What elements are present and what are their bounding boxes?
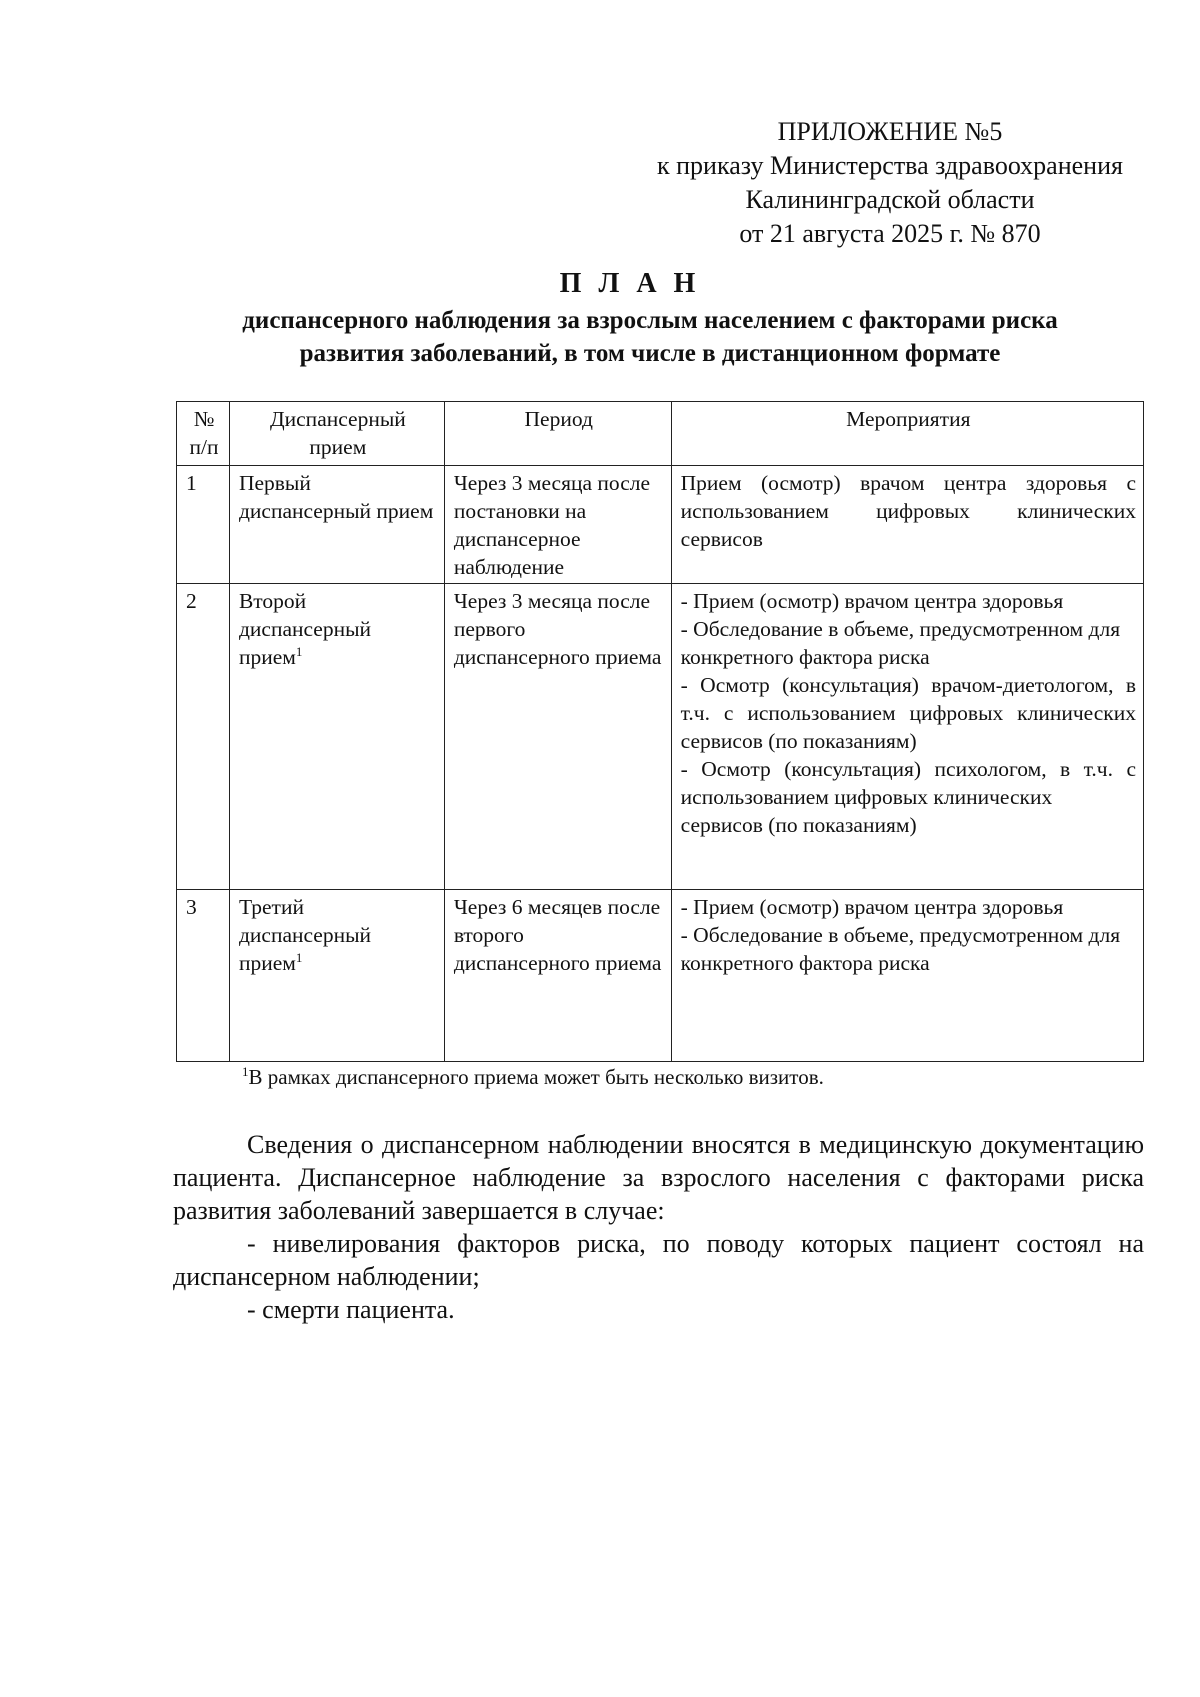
reception-text: Второй диспансерный прием [238, 589, 372, 669]
table-row [177, 584, 1144, 890]
header-period: Период [444, 402, 671, 466]
row-number: 3 [177, 890, 230, 1062]
activity-item: - Обследование в объеме, предусмотренном для конкретного фактора риска [680, 923, 1121, 975]
appendix-order-line: к приказу Министерства здравоохранения [657, 151, 1123, 180]
footnote-mark: 1 [295, 643, 303, 659]
document-subtitle [170, 304, 1130, 370]
row-reception [229, 890, 444, 1062]
body-paragraph: - смерти пациента. [247, 1295, 455, 1324]
activity-item: Прием (осмотр) врачом центра здоровья с использованием цифровых клинических сервисов [680, 471, 1136, 551]
row-activities [671, 584, 1143, 890]
footnote-mark: 1 [295, 949, 303, 965]
row-period: Через 6 месяцев после второго диспансерного приема [444, 890, 671, 1062]
activity-item: - Обследование в объеме, предусмотренном для конкретного фактора риска [680, 617, 1121, 669]
footnote-mark: 1 [242, 1064, 249, 1079]
appendix-region: Калининградской области [745, 185, 1035, 214]
header-activities: Мероприятия [671, 402, 1143, 466]
reception-text: Третий диспансерный прием [238, 895, 372, 975]
row-period: Через 3 месяца после постановки на диспансерное наблюдение [444, 466, 671, 584]
activity-item: сервисов (по показаниям) [680, 813, 917, 837]
row-number: 1 [177, 466, 230, 584]
row-reception [229, 584, 444, 890]
footnote-text: В рамках диспансерного приема может быть несколько визитов. [248, 1065, 824, 1089]
subtitle-line-1: диспансерного наблюдения за взрослым населением с факторами риска [242, 307, 1058, 334]
appendix-date: от 21 августа 2025 г. № 870 [739, 219, 1041, 248]
header-reception: Диспансерный прием [229, 402, 444, 466]
document-title: П Л А Н [559, 268, 701, 299]
header-number: № п/п [177, 402, 230, 466]
row-reception: Первый диспансерный прием [229, 466, 444, 584]
subtitle-line-2: развития заболеваний, в том числе в дистанционном формате [299, 340, 1001, 367]
plan-table [176, 401, 1144, 1062]
table-row [177, 890, 1144, 1062]
body-text [173, 1128, 1144, 1326]
activity-item: - Прием (осмотр) врачом центра здоровья [680, 895, 1064, 919]
table-row [177, 466, 1144, 584]
activity-item: - Осмотр (консультация) врачом-диетологом, в т.ч. с использованием цифровых клинических сервисов (по показаниям) [680, 673, 1136, 753]
appendix-header [620, 115, 1160, 251]
activity-item: - Осмотр (консультация) психологом, в т.ч. с использованием цифровых клинических [680, 757, 1136, 809]
activity-item: - Прием (осмотр) врачом центра здоровья [680, 589, 1064, 613]
row-activities [671, 466, 1143, 584]
table-header-row [177, 402, 1144, 466]
body-paragraph: - нивелирования факторов риска, по поводу которых пациент состоял на диспансерном наблюдении; [173, 1229, 1144, 1291]
row-number: 2 [177, 584, 230, 890]
row-period: Через 3 месяца после первого диспансерного приема [444, 584, 671, 890]
body-paragraph: Сведения о диспансерном наблюдении вносятся в медицинскую документацию пациента. Диспансерное наблюдение за взрослого населения с факторами риска развития заболеваний завершается в случае: [173, 1130, 1144, 1225]
appendix-number: ПРИЛОЖЕНИЕ №5 [777, 117, 1003, 146]
table-footnote [242, 1064, 824, 1090]
row-activities [671, 890, 1143, 1062]
